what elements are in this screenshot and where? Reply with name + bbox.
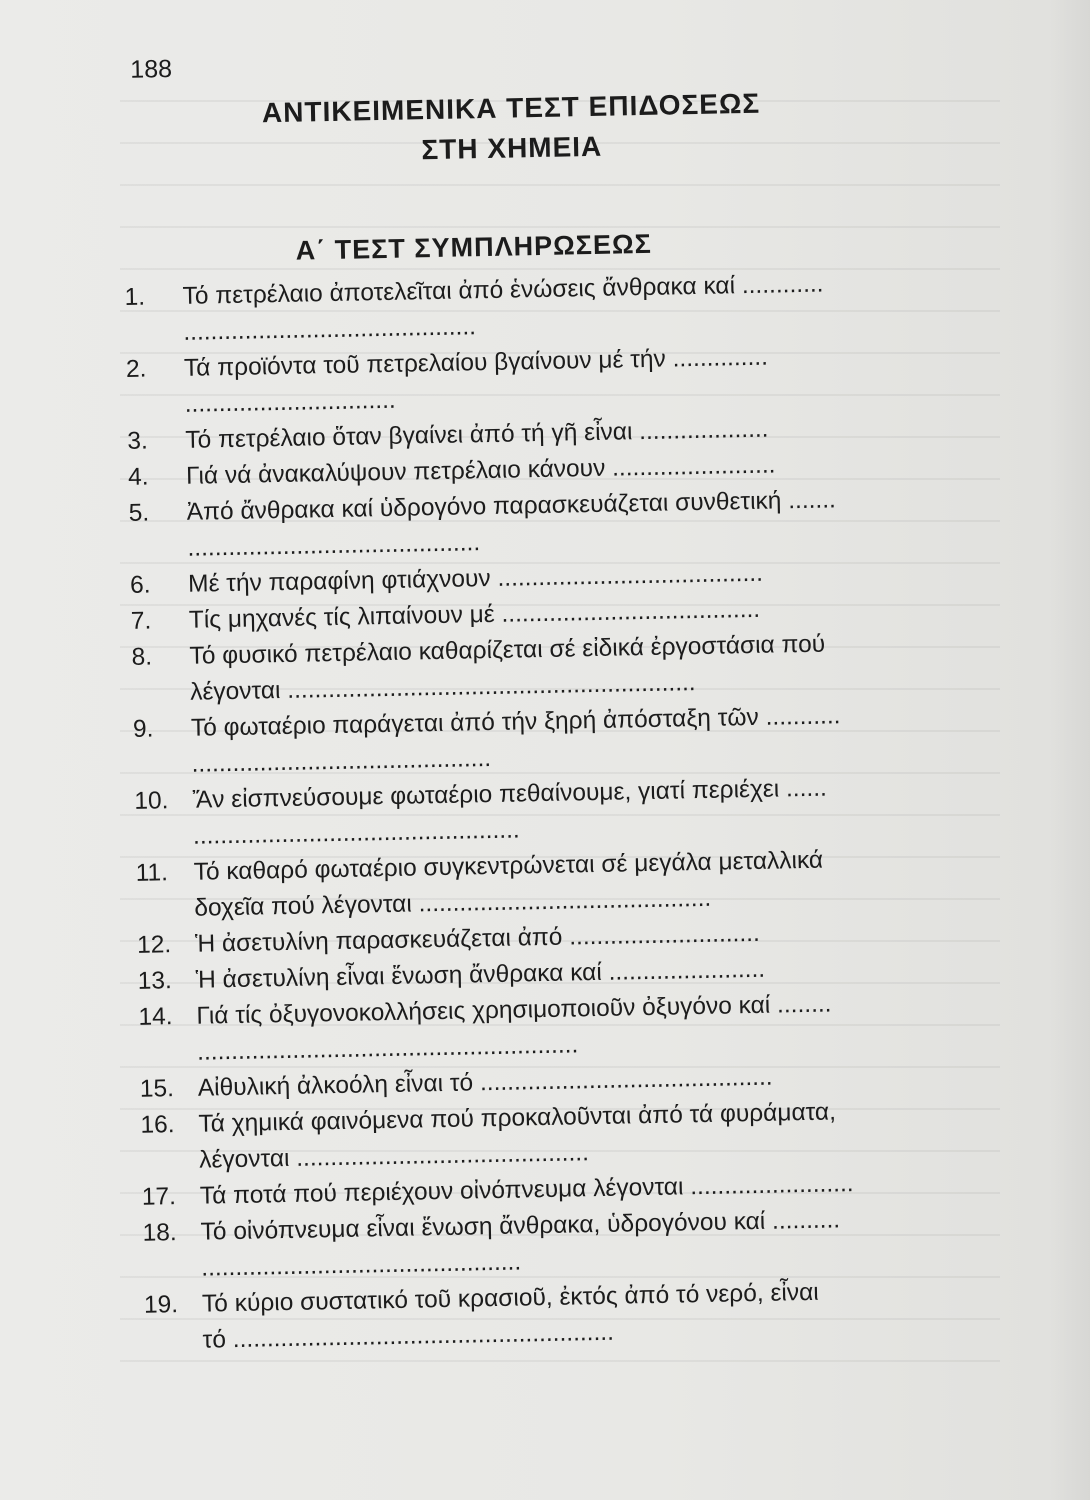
question-number: 8. [131, 643, 153, 671]
question-line: Γιά τίς ὀξυγονοκολλήσεις χρησιμοποιοῦν ὀξυγόνο καί ........ [196, 990, 832, 1030]
question-line: λέγονται ........................................... [198, 1139, 590, 1174]
question-number: 2. [125, 355, 147, 383]
question-number: 19. [143, 1291, 179, 1319]
question-number: 7. [130, 607, 152, 635]
question-line: Αἰθυλική ἀλκοόλη εἶναι τό ........................................... [197, 1063, 773, 1102]
question-number: 13. [137, 967, 173, 995]
question-line: Τά χημικά φαινόμενα πού προκαλοῦνται ἀπό τά φυράματα, [198, 1098, 837, 1138]
question-line: λέγονται ............................................................ [189, 669, 696, 706]
question-number: 14. [138, 1003, 173, 1031]
question-line: Τίς μηχανές τίς λιπαίνουν μέ ...................................... [188, 595, 761, 634]
question-text [202, 1271, 1025, 1359]
question-line: Ἀπό ἄνθρακα καί ὑδρογόνο παρασκευάζεται συνθετική ....... [186, 486, 837, 526]
question-number: 9. [132, 715, 154, 743]
question-number: 15. [139, 1075, 175, 1103]
question-line: Τό καθαρό φωταέριο συγκεντρώνεται σέ μεγάλα μεταλλικά [193, 846, 824, 886]
question-line: Μέ τήν παραφίνη φτιάχνουν ....................................... [187, 559, 764, 598]
section-title: Α΄ ΤΕΣΤ ΣΥΜΠΛΗΡΩΣΕΩΣ [295, 228, 653, 266]
question-number: 18. [142, 1219, 177, 1247]
question-line: τό ........................................................ [202, 1318, 615, 1354]
title-line-2: ΣΤΗ ΧΗΜΕΙΑ [421, 130, 603, 166]
question-number: 17. [141, 1183, 177, 1211]
question-line: ........................................... [187, 529, 481, 562]
question-line: Τά ποτά πού περιέχουν οἰνόπνευμα λέγονται ........................ [199, 1170, 854, 1210]
question-number: 5. [128, 499, 150, 527]
question-number: 6. [129, 571, 151, 599]
question-line: Τό κύριο συστατικό τοῦ κρασιοῦ, ἐκτός ἀπό τό νερό, εἶναι [201, 1278, 819, 1318]
question-line: ........................................................ [196, 1031, 579, 1066]
question-number: 12. [136, 931, 172, 959]
page-content [120, 39, 1025, 1360]
question-line: Τό φωταέριο παράγεται ἀπό τήν ξηρή ἀπόσταξη τῶν ........... [190, 702, 841, 742]
question-line: Ἄν εἰσπνεύσουμε φωταέριο πεθαίνουμε, γιατί περιέχει ...... [192, 774, 828, 814]
question-number: 16. [140, 1111, 175, 1139]
question-number: 1. [124, 283, 146, 311]
question-line: ........................................... [183, 313, 477, 346]
question-number: 11. [135, 859, 169, 887]
question-line: ................................................ [192, 816, 520, 850]
question-number: 3. [127, 427, 149, 455]
question-line: Τό πετρέλαιο ἀποτελεῖται ἀπό ἑνώσεις ἄνθρακα καί ............ [182, 270, 824, 310]
question-number: 4. [127, 463, 149, 491]
fill-in-question-list [124, 263, 1025, 1360]
question-line: ............................................... [201, 1248, 522, 1282]
question-line: δοχεῖα πού λέγονται ........................................... [194, 884, 712, 922]
question-line: Γιά νά ἀνακαλύψουν πετρέλαιο κάνουν ........................ [185, 451, 776, 490]
page-number: 188 [129, 55, 173, 84]
question-line: Ἡ ἀσετυλίνη παρασκευάζεται ἀπό ............................ [194, 919, 761, 958]
question-line: Τά προϊόντα τοῦ πετρελαίου βγαίνουν μέ τήν .............. [183, 343, 769, 382]
question-line: Τό οἰνόπνευμα εἶναι ἕνωση ἄνθρακα, ὑδρογόνου καί .......... [200, 1206, 841, 1246]
page-edge-shadow [1050, 0, 1090, 1500]
question-line: Τό φυσικό πετρέλαιο καθαρίζεται σέ εἰδικά ἐργοστάσια πού [189, 630, 826, 670]
title-line-1: ΑΝΤΙΚΕΙΜΕΝΙΚΑ ΤΕΣΤ ΕΠΙΔΟΣΕΩΣ [261, 87, 761, 129]
question-line: Ἡ ἀσετυλίνη εἶναι ἕνωση ἄνθρακα καί ....................... [195, 955, 766, 994]
question-line: ............................................ [191, 745, 492, 778]
question-number: 10. [134, 787, 169, 815]
question-line: ............................... [184, 386, 396, 418]
question-line: Τό πετρέλαιο ὅταν βγαίνει ἀπό τή γῆ εἶναι ................... [185, 415, 769, 454]
